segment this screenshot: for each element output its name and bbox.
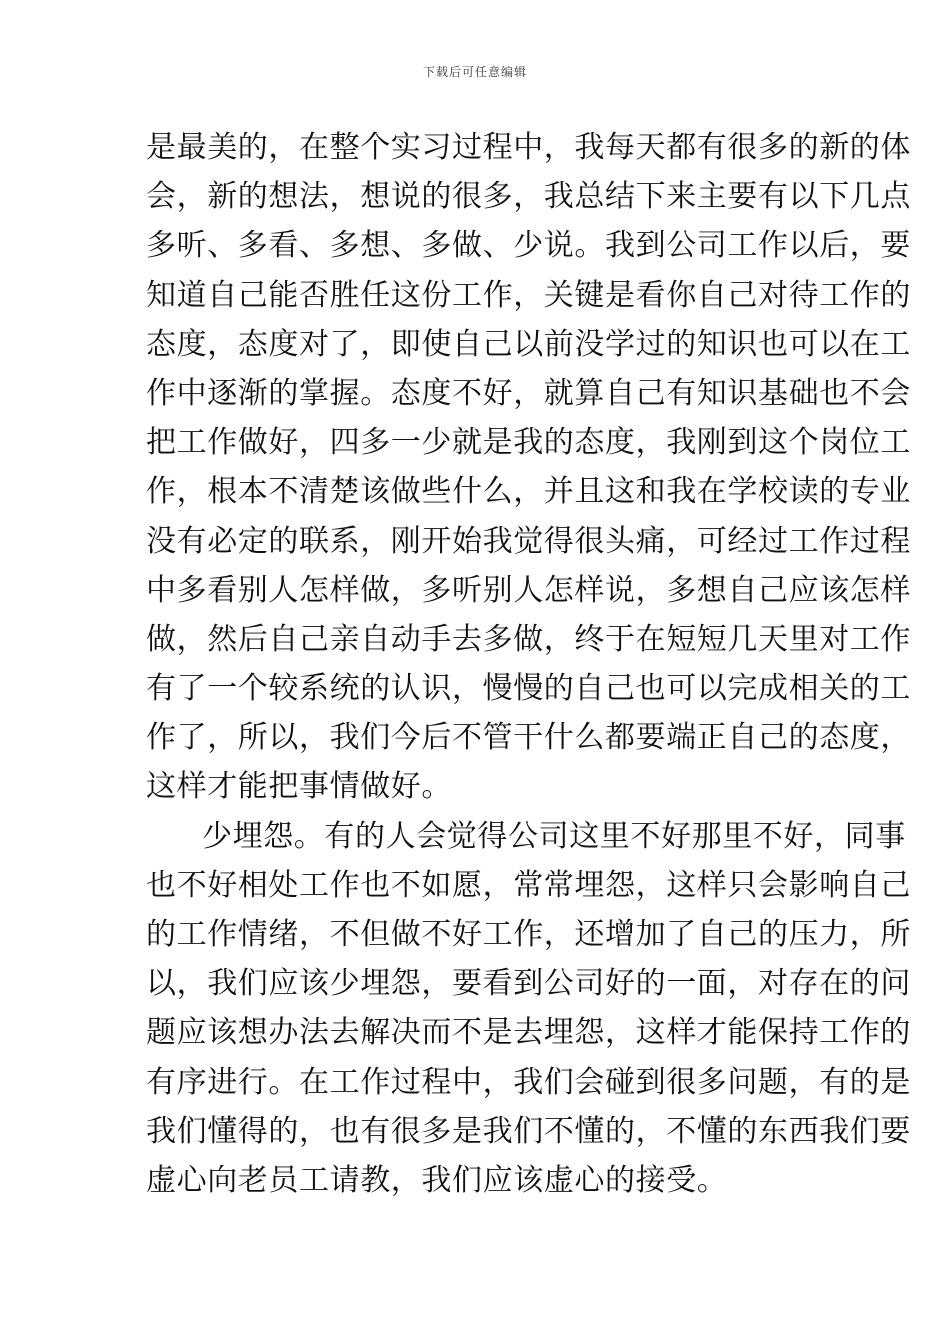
text-line: 虚心向老员工请教，我们应该虚心的接受。 xyxy=(146,1162,728,1198)
text-line: 作了，所以，我们今后不管干什么都要端正自己的态度， xyxy=(146,720,911,756)
text-line: 会，新的想法，想说的很多，我总结下来主要有以下几点 xyxy=(146,179,911,215)
text-line: 多听、多看、多想、多做、少说。我到公司工作以后，要 xyxy=(146,228,911,264)
text-line: 以，我们应该少埋怨，要看到公司好的一面，对存在的问 xyxy=(146,966,911,1002)
text-line: 把工作做好，四多一少就是我的态度，我刚到这个岗位工 xyxy=(146,425,911,461)
text-line: 的工作情绪，不但做不好工作，还增加了自己的压力，所 xyxy=(146,917,911,952)
document-body xyxy=(146,123,911,1205)
page-header: 下载后可任意编辑 xyxy=(422,65,527,79)
text-line: 有了一个较系统的认识，慢慢的自己也可以完成相关的工 xyxy=(146,671,911,707)
text-line: 知道自己能否胜任这份工作，关键是看你自己对待工作的 xyxy=(146,277,911,313)
text-line: 态度，态度对了，即使自己以前没学过的知识也可以在工 xyxy=(146,326,911,362)
text-line: 没有必定的联系，刚开始我觉得很头痛，可经过工作过程 xyxy=(146,523,911,559)
text-line: 做，然后自己亲自动手去多做，终于在短短几天里对工作 xyxy=(146,621,911,657)
text-line: 中多看别人怎样做，多听别人怎样说，多想自己应该怎样 xyxy=(146,572,911,608)
text-line: 我们懂得的，也有很多是我们不懂的，不懂的东西我们要 xyxy=(146,1113,911,1149)
text-line: 少埋怨。有的人会觉得公司这里不好那里不好，同事 xyxy=(202,818,906,854)
text-line: 是最美的，在整个实习过程中，我每天都有很多的新的体 xyxy=(146,130,911,165)
text-line: 这样才能把事情做好。 xyxy=(146,769,452,805)
text-line: 也不好相处工作也不如愿，常常埋怨，这样只会影响自己 xyxy=(146,867,911,903)
text-line: 作，根本不清楚该做些什么，并且这和我在学校读的专业 xyxy=(146,474,911,510)
text-line: 题应该想办法去解决而不是去埋怨，这样才能保持工作的 xyxy=(146,1015,911,1051)
text-line: 有序进行。在工作过程中，我们会碰到很多问题，有的是 xyxy=(146,1064,911,1100)
text-line: 作中逐渐的掌握。态度不好，就算自己有知识基础也不会 xyxy=(146,375,911,411)
